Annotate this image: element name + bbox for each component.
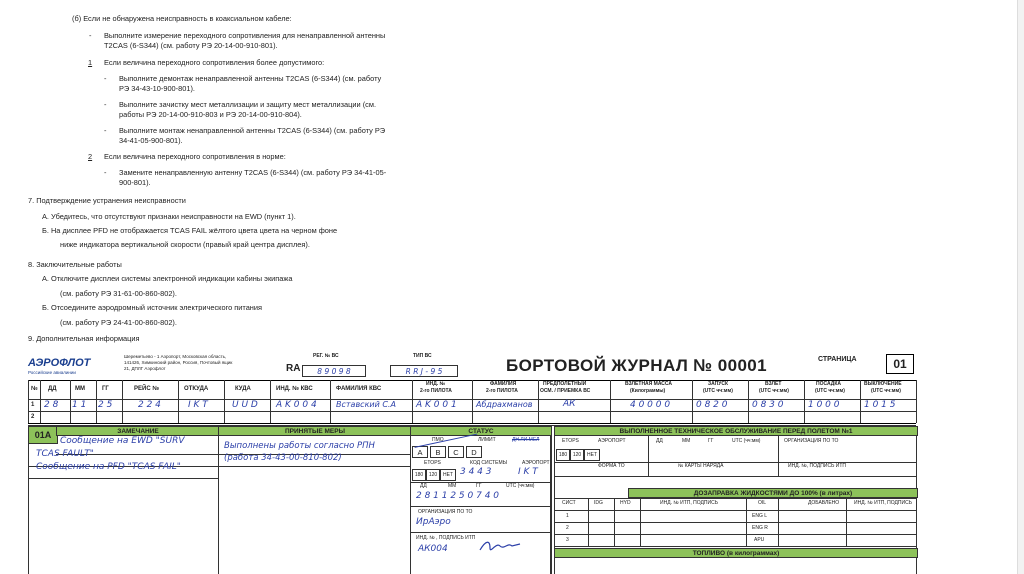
fuel-header: ТОПЛИВО (в килограммах) (554, 548, 918, 558)
dash-bullet: - (104, 168, 107, 177)
text-line: РЭ 34-43-10-900-801). (119, 84, 195, 93)
col-header-takeoff: ВЗЛЕТ (765, 381, 782, 387)
text-line: Выполните монтаж ненаправленной антенны T2CAS (6-S344) (см. работу РЭ (119, 126, 386, 135)
page-label: СТРАНИЦА (818, 356, 857, 363)
etops-180[interactable]: 180 (412, 469, 426, 481)
section-8-heading: 8. Заключительные работы (28, 260, 122, 269)
action-line[interactable]: (работа 34-43-00-810-802) (224, 453, 342, 463)
preflight-signature[interactable]: АК (563, 399, 576, 409)
col-header-preflight: ПРЕДПОЛЕТНЫЙ (543, 381, 587, 387)
text-line: Выполните измерение переходного сопротивления для ненаправленной антенны (104, 31, 386, 40)
col-header-from: ОТКУДА (184, 386, 209, 392)
remark-line[interactable]: TCAS FAULT" (36, 449, 94, 459)
substep-number: 1 (88, 58, 93, 67)
text-line: 900-801). (119, 178, 151, 187)
text-line: работы РЭ 20-14-00-910-803 и РЭ 20-14-00-910-804). (119, 110, 302, 119)
dash-bullet: - (104, 74, 107, 83)
status-limit: ЛИМИТ (478, 437, 496, 443)
col-header-fo-id: ИНД. № (426, 381, 446, 387)
text-line: А. Отключите дисплеи системы электронной индикации кабины экипажа (42, 274, 293, 283)
col-header-mm: ММ (75, 386, 85, 392)
etops-120[interactable]: 120 (426, 469, 440, 481)
fo-id-field[interactable]: A K 0 0 1 (416, 400, 457, 410)
text-line: Если величина переходного сопротивления более допустимого: (104, 58, 325, 67)
section-b-heading: (б) Если не обнаружена неисправность в коаксиальном кабеле: (72, 14, 292, 23)
status-date-time-field[interactable]: 2 8 1 1 2 5 0 7 4 0 (416, 491, 500, 501)
type-label: ТИП ВС (413, 353, 432, 359)
month-field[interactable]: 1 1 (72, 400, 87, 410)
page-right-border (1017, 0, 1024, 574)
col-header-dd: ДД (48, 386, 57, 392)
year-field[interactable]: 2 5 (98, 400, 113, 410)
technician-id-field[interactable]: АК004 (418, 544, 448, 554)
text-line: (см. работу РЭ 24-41-00-860-802). (60, 318, 177, 327)
text-line: А. Убедитесь, что отсутствуют признаки неисправности на EWD (пункт 1). (42, 212, 296, 221)
reg-number-field[interactable]: 8 9 0 9 8 (302, 365, 366, 377)
mx-etops-none[interactable]: НЕТ (584, 449, 600, 461)
remark-header: ЗАМЕЧАНИЕ (56, 426, 220, 436)
col-header-takeoff-weight: ВЗЛЕТНАЯ МАССА (625, 381, 673, 387)
col-header-fo-name: ФАМИЛИЯ (490, 381, 517, 387)
captain-name-field[interactable]: Вставский С.А (336, 400, 396, 409)
section-9-heading: 9. Дополнительная информация (28, 334, 140, 343)
remark-line[interactable]: Сообщение на PFD "TCAS FAIL" (36, 462, 181, 472)
section-7-heading: 7. Подтверждение устранения неисправности (28, 196, 186, 205)
action-line[interactable]: Выполнены работы согласно РПН (224, 441, 375, 451)
aeroflot-logo: АЭРОФЛОТ (28, 357, 91, 369)
log-title: БОРТОВОЙ ЖУРНАЛ № 00001 (506, 356, 768, 375)
text-line: Замените ненаправленную антенну T2CAS (6-S344) (см. работу РЭ 34-41-05- (119, 168, 387, 177)
ra-prefix: RA (286, 363, 301, 374)
flight-number-field[interactable]: 2 2 4 (138, 400, 161, 410)
etops-none[interactable]: НЕТ (440, 469, 456, 481)
text-line: Б. Отсоедините аэродромный источник электрического питания (42, 303, 263, 312)
dash-bullet: - (104, 100, 107, 109)
status-system-code: КОД СИСТЕМЫ (470, 460, 508, 466)
status-header: СТАТУС (410, 426, 552, 436)
status-airport: АЭРОПОРТ (522, 460, 550, 466)
mx-etops-120[interactable]: 120 (570, 449, 584, 461)
dash-bullet: - (89, 31, 92, 40)
status-lim-mel: ДН.ЛИ.МЕЛ (512, 437, 540, 443)
status-b[interactable]: В (430, 446, 446, 458)
page-number: 01 (886, 354, 914, 374)
text-line: Если величина переходного сопротивления в норме: (104, 152, 286, 161)
maintenance-header: ВЫПОЛНЕННОЕ ТЕХНИЧЕСКОЕ ОБСЛУЖИВАНИЕ ПЕРЕД ПОЛЕТОМ №1 (554, 426, 918, 436)
dash-bullet: - (104, 126, 107, 135)
aircraft-type-field[interactable]: R R J - 9 5 (390, 365, 458, 377)
org-label: ОРГАНИЗАЦИЯ ПО ТО (418, 509, 473, 515)
row-number: 2 (31, 414, 35, 420)
col-header-captain-id: ИНД. № КВС (276, 386, 313, 392)
day-field[interactable]: 2 8 (44, 400, 59, 410)
technician-signature (478, 538, 522, 556)
col-header-shutdown: ВЫКЛЮЧЕНИЕ (864, 381, 902, 387)
text-line: Б. На дисплее PFD не отображается TCAS FAIL жёлтого цвета цвета на черном фоне (42, 226, 338, 235)
captain-id-field[interactable]: A K 0 0 4 (276, 400, 317, 410)
status-etops: ETOPS (424, 460, 441, 466)
col-header-yy: ГГ (102, 386, 109, 392)
destination-field[interactable]: U U D (232, 400, 258, 410)
aeroflot-logo-subtitle: Российские авиалинии (28, 370, 76, 375)
col-header-start: ЗАПУСК (708, 381, 729, 387)
col-header-flight: РЕЙС № (134, 386, 160, 392)
system-code-field[interactable]: 3 4 4 3 (460, 467, 492, 477)
fluids-header: ДОЗАПРАВКА ЖИДКОСТЯМИ ДО 100% (в литрах) (628, 488, 918, 498)
status-pmo: ПМО (432, 437, 444, 443)
col-header-landing: ПОСАДКА (816, 381, 841, 387)
origin-field[interactable]: I K T (188, 400, 208, 410)
text-line: 34-41-05-900-801). (119, 136, 183, 145)
mx-etops-180[interactable]: 180 (556, 449, 570, 461)
text-line: (см. работу РЭ 31-61-00-860-802). (60, 289, 177, 298)
shutdown-time-field[interactable]: 1 0 1 5 (864, 400, 896, 410)
col-header-captain-name: ФАМИЛИЯ КВС (336, 386, 382, 392)
takeoff-weight-field[interactable]: 4 0 0 0 0 (630, 400, 671, 410)
status-d[interactable]: D (466, 446, 482, 458)
start-time-field[interactable]: 0 8 2 0 (696, 400, 728, 410)
col-header-to: КУДА (235, 386, 251, 392)
remark-line[interactable]: Сообщение на EWD "SURV (60, 436, 185, 446)
signature-label: ИНД. № , ПОДПИСЬ ИТП (416, 535, 476, 541)
text-line: Выполните демонтаж ненаправленной антенны T2CAS (6-S344) (см. работу (119, 74, 382, 83)
entry-number: 01А (28, 426, 58, 444)
landing-time-field[interactable]: 1 0 0 0 (808, 400, 840, 410)
org-field[interactable]: ИрАэро (416, 517, 451, 527)
row-number: 1 (31, 402, 35, 408)
action-header: ПРИНЯТЫЕ МЕРЫ (218, 426, 412, 436)
text-line: T2CAS (6-S344) (см. работу РЭ 20-14-00-910-801). (104, 41, 278, 50)
takeoff-time-field[interactable]: 0 8 3 0 (752, 400, 784, 410)
substep-number: 2 (88, 152, 93, 161)
status-airport-field[interactable]: I K T (518, 467, 538, 477)
status-a[interactable]: А (412, 446, 428, 458)
col-header-no: № (31, 386, 38, 392)
company-address: Шереметьево - 1 Аэропорт, Московская область, 141426, Химкинский район, Россия, Почтовый ящик 21, ДПЛГ Аэрофлот (124, 354, 233, 371)
fo-name-field[interactable]: Абдрахманов (476, 400, 533, 409)
text-line: Выполните зачистку мест металлизации и защиту мест металлизации (см. (119, 100, 376, 109)
reg-label: РЕГ. № ВС (313, 353, 339, 359)
tech-log-form: АЭРОФЛОТ Российские авиалинии Шереметьево - 1 Аэропорт, Московская область, 141426, Химкинский район, Россия, Почтовый ящик 21, ДПЛГ Аэрофлот РЕГ. № ВС RA 8 9 0 9 8 ТИП ВС R R J - 9 5 БОРТОВОЙ ЖУРНАЛ № 00001 СТРАНИЦА 01 № ДД ММ ГГ РЕЙС № ОТКУДА КУДА ИНД. № КВС ФАМИЛИЯ КВС ИНД. № 2-го ПИЛОТА ФАМИЛИЯ 2-го ПИЛОТА ПРЕДПОЛЕТНЫЙ ОСМ. / ПРИЕМКА ВС ВЗЛЕТНАЯ МАССА (Килограммы) ЗАПУСК (UTC чч:мм) ВЗЛЕТ (UTC чч:мм) ПОСАДКА (UTC чч:мм) ВЫКЛЮЧЕНИЕ (UTC чч:мм) 1 2 8 1 1 2 5 2 2 4 I K T U U D A K 0 0 4 Вставский С.А A K 0 0 1 Абдрахманов АК 4 0 0 0 0 0 8 2 0 0 8 3 0 1 0 0 0 1 0 1 5 2 01А ЗАМЕЧАНИЕ ПРИНЯТЫЕ МЕРЫ СТАТУС ВЫПОЛНЕННОЕ ТЕХНИЧЕСКОЕ ОБСЛУЖИВАНИЕ ПЕРЕД ПОЛЕТОМ №1 Сообщение на EWD "SURV TCAS FAULT" Сообщение на PFD "TCAS FAIL" Выполнены работы согласно РПН (работа 34-43-00-810-802) ПМО ЛИМИТ ДН.ЛИ.МЕЛ А В С D ETOPS КОД СИСТЕМЫ АЭРОПОРТ 180 120 НЕТ 3 4 4 3 I K T ДД ММ ГГ UTC (чч:мм) 2 8 1 1 2 5 0 7 4 0 ОРГАНИЗАЦИЯ ПО ТО ИрАэро ИНД. № , ПОДПИСЬ ИТП АК004 ETOPS АЭРОПОРТ ДД ММ ГГ UTC (чч:мм) ОРГАНИЗАЦИЯ ПО ТО 180 120 НЕТ ФОРМА ТО № КАРТЫ НАРЯДА ИНД. №, ПОДПИСЬ ИТП ДОЗАПРАВКА ЖИДКОСТЯМИ ДО 100% (в литрах) СИСТ IDG HYD ИНД. № ИТП, ПОДПИСЬ OIL ДОБАВЛЕНО ИНД. № ИТП, ПОДПИСЬ 1 2 3 ENG L ENG R APU ТОПЛИВО (в килограммах) (28, 352, 916, 574)
status-c[interactable]: С (448, 446, 464, 458)
text-line: ниже индикатора вертикальной скорости (правый край центра дисплея). (60, 240, 310, 249)
